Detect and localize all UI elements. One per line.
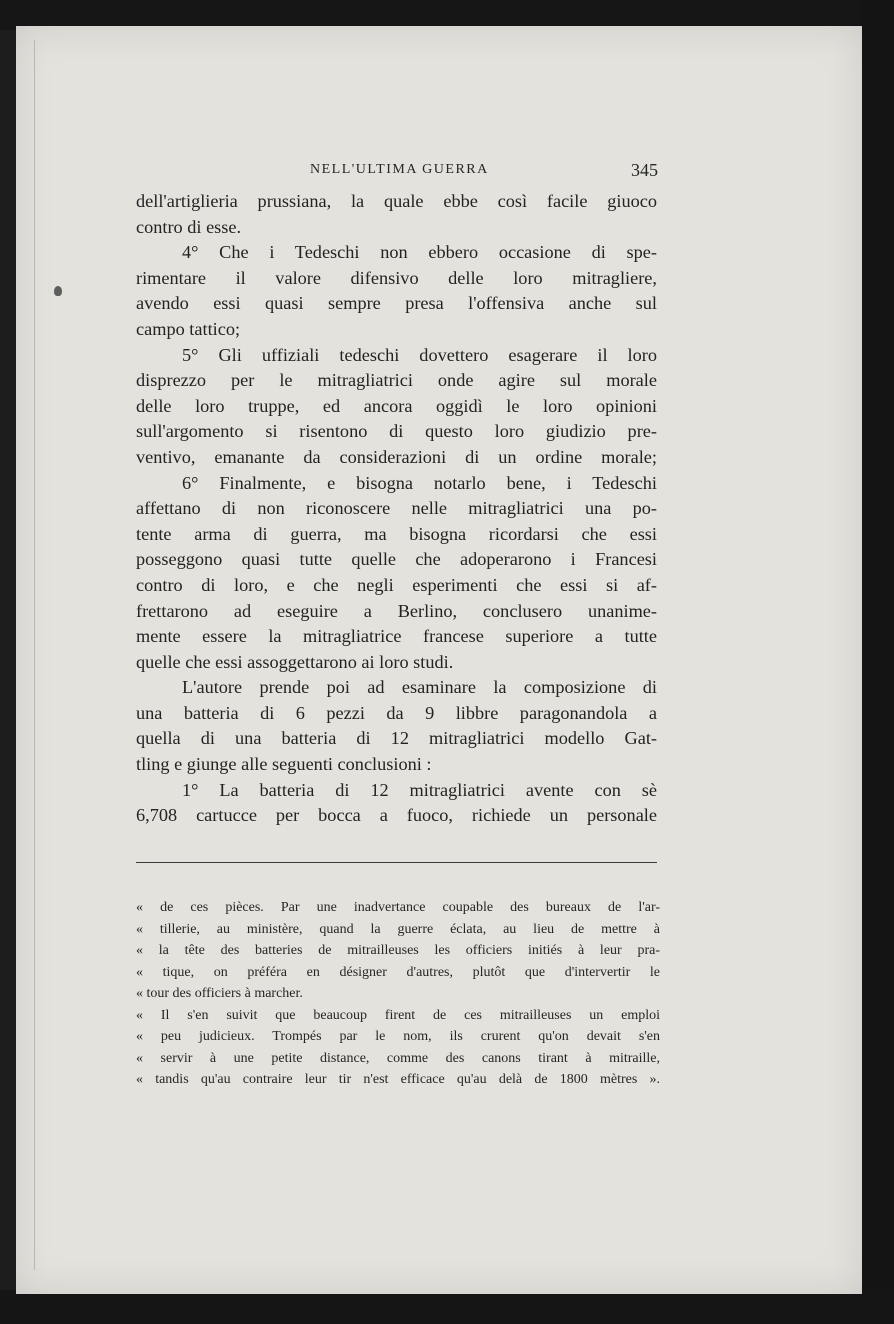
text-line: dell'artiglieria prussiana, la quale ebbe così facile giuoco (136, 191, 657, 211)
text-line: avendo essi quasi sempre presa l'offensiva anche sul (136, 293, 657, 314)
text-line: 5° Gli uffiziali tedeschi dovettero esagerare il loro (182, 344, 657, 365)
main-text (136, 189, 657, 829)
text-line: delle loro truppe, ed ancora oggidì le loro opinioni (136, 395, 657, 416)
running-title: NELL'ULTIMA GUERRA (310, 162, 489, 177)
text-line: mente essere la mitragliatrice francese superiore a tutte (136, 626, 657, 647)
text-line: tling e giunge alle seguenti conclusioni : (136, 754, 432, 775)
footnote-block (136, 897, 660, 1091)
text-line: contro di loro, e che negli esperimenti che essi si af- (136, 574, 657, 595)
text-line: quella di una batteria di 12 mitragliatrici modello Gat- (136, 728, 657, 749)
text-line: 6,708 cartucce per bocca a fuoco, richiede un personale (136, 805, 657, 826)
text-line: campo tattico; (136, 318, 241, 339)
text-line: posseggono quasi tutte quelle che adoperarono i Francesi (136, 549, 657, 570)
ink-speck (54, 286, 62, 296)
text-line: sull'argomento si risentono di questo loro giudizio pre- (136, 421, 657, 442)
footnote-line: « peu judicieux. Trompés par le nom, ils crurent qu'on devait s'en (136, 1029, 660, 1044)
text-line: frettarono ad eseguire a Berlino, conclusero unanime- (136, 600, 657, 621)
footnote-line: « tour des officiers à marcher. (136, 986, 303, 1001)
text-line: tente arma di guerra, ma bisogna ricordarsi che essi (136, 523, 657, 544)
footnote-line: « tillerie, au ministère, quand la guerre éclata, au lieu de mettre à (136, 921, 660, 937)
page-number: 345 (631, 160, 658, 180)
footnote-line: « tique, on préféra en désigner d'autres, plutôt que d'intervertir le (136, 964, 660, 980)
text-line: una batteria di 6 pezzi da 9 libbre paragonandola a (136, 702, 657, 723)
text-line: quelle che essi assoggettarono ai loro studi. (136, 651, 454, 672)
scan-border-bottom (0, 1290, 894, 1324)
text-line: L'autore prende poi ad esaminare la composizione di (182, 677, 657, 698)
text-line: 1° La batteria di 12 mitragliatrici avente con sè (182, 779, 657, 800)
text-line: contro di esse. (136, 216, 242, 237)
footnote-line: « Il s'en suivit que beaucoup firent de ces mitrailleuses un emploi (136, 1007, 660, 1023)
text-line: 4° Che i Tedeschi non ebbero occasione di spe- (182, 242, 657, 263)
scan-border-right (860, 0, 894, 1324)
text-line: affettano di non riconoscere nelle mitragliatrici una po- (136, 498, 657, 519)
page-gutter-line (34, 40, 35, 1270)
page-header (310, 160, 658, 184)
text-line: rimentare il valore difensivo delle loro mitragliere, (136, 267, 657, 288)
footnote-line: « de ces pièces. Par une inadvertance coupable des bureaux de l'ar- (136, 900, 660, 915)
footnote-separator (136, 862, 657, 863)
text-line: 6° Finalmente, e bisogna notarlo bene, i Tedeschi (182, 472, 657, 493)
footnote-line: « la tête des batteries de mitrailleuses les officiers initiés à leur pra- (136, 943, 660, 958)
text-line: ventivo, emanante da considerazioni di un ordine morale; (136, 446, 657, 467)
text-line: disprezzo per le mitragliatrici onde agire sul morale (136, 370, 657, 391)
footnote-line: « tandis qu'au contraire leur tir n'est efficace qu'au delà de 1800 mètres ». (136, 1072, 660, 1087)
footnote-line: « servir à une petite distance, comme des canons tirant à mitraille, (136, 1050, 660, 1066)
